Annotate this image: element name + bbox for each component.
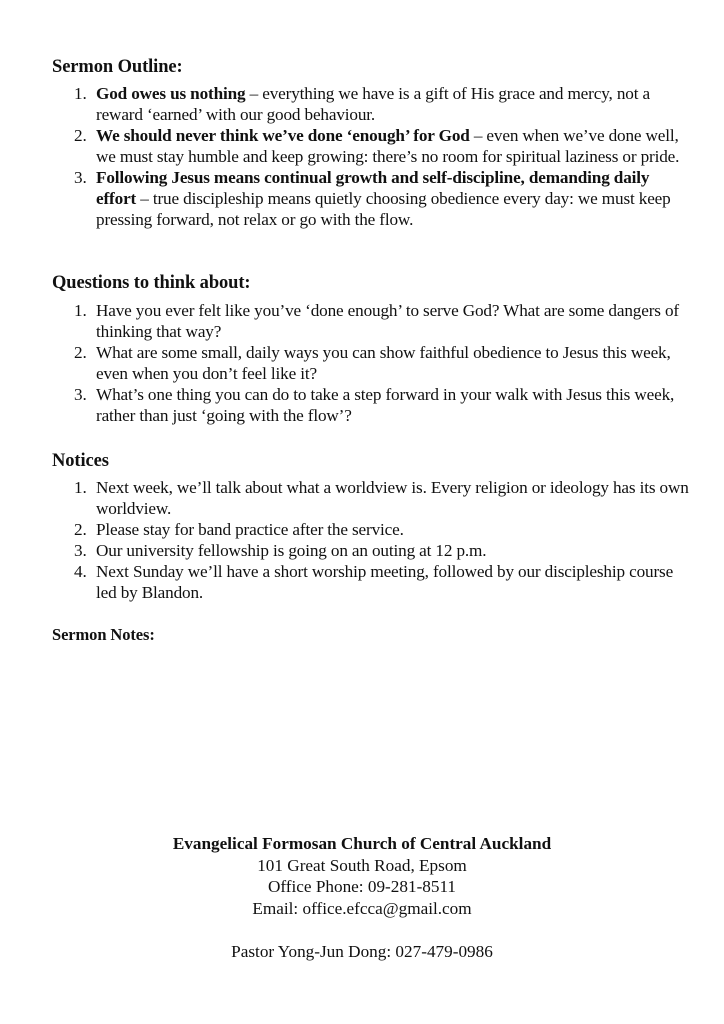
notice-item: [52, 540, 692, 561]
outline-item: [52, 125, 692, 167]
pastor-contact: Pastor Yong-Jun Dong: 027-479-0986: [231, 941, 493, 961]
notice-item: [52, 561, 692, 603]
list-number: 1.: [74, 301, 87, 320]
question-item: [52, 342, 692, 384]
outline-point-text: – true discipleship means quietly choosing obedience every day: we must keep pressing forward, not relax or go with the flow.: [96, 189, 671, 229]
church-name: Evangelical Formosan Church of Central Auckland: [172, 834, 552, 853]
outline-point-text: – even when we’ve done well, we must stay humble and keep growing: there’s no room for spiritual laziness or pride.: [96, 126, 680, 166]
sermon-outline-heading: Sermon Outline:: [52, 57, 183, 77]
notices-heading: Notices: [52, 451, 109, 471]
list-number: 4.: [74, 562, 87, 581]
list-number: 3.: [74, 168, 87, 187]
outline-point-text: – everything we have is a gift of His grace and mercy, not a reward ‘earned’ with our good behaviour.: [96, 84, 650, 124]
church-contact-footer: [0, 833, 724, 962]
notice-item: [52, 477, 692, 519]
questions-heading: Questions to think about:: [52, 273, 251, 293]
question-text: Have you ever felt like you’ve ‘done enough’ to serve God? What are some dangers of thinking that way?: [96, 301, 680, 341]
footer-spacer: [0, 919, 724, 941]
outline-point-title: God owes us nothing: [96, 84, 246, 103]
notice-item: [52, 519, 692, 540]
notices-list: [52, 477, 692, 603]
church-email: Email: office.efcca@gmail.com: [252, 898, 472, 918]
church-address: 101 Great South Road, Epsom: [257, 855, 467, 875]
outline-point-title: Following Jesus means continual growth and self-discipline, demanding daily effort: [96, 168, 650, 208]
notice-text: Next Sunday we’ll have a short worship meeting, followed by our discipleship course led by Blandon.: [96, 562, 674, 602]
list-number: 3.: [74, 541, 87, 560]
question-item: [52, 384, 692, 426]
list-number: 2.: [74, 520, 87, 539]
list-number: 2.: [74, 343, 87, 362]
questions-list: [52, 300, 692, 426]
notice-text: Our university fellowship is going on an outing at 12 p.m.: [96, 541, 487, 560]
question-text: What’s one thing you can do to take a step forward in your walk with Jesus this week, rather than just ‘going with the flow’?: [96, 385, 675, 425]
question-text: What are some small, daily ways you can show faithful obedience to Jesus this week, even when you don’t feel like it?: [96, 343, 671, 383]
sermon-outline-list: [52, 83, 692, 230]
office-phone: Office Phone: 09-281-8511: [267, 877, 457, 896]
sermon-notes-heading: Sermon Notes:: [52, 625, 155, 644]
list-number: 2.: [74, 126, 87, 145]
question-item: [52, 300, 692, 342]
notice-text: Next week, we’ll talk about what a worldview is. Every religion or ideology has its own worldview.: [96, 478, 689, 518]
outline-item: [52, 83, 692, 125]
list-number: 1.: [74, 478, 87, 497]
outline-point-title: We should never think we’ve done ‘enough’ for God: [96, 126, 470, 145]
outline-item: [52, 167, 692, 230]
notice-text: Please stay for band practice after the service.: [96, 520, 404, 539]
list-number: 1.: [74, 84, 87, 103]
list-number: 3.: [74, 385, 87, 404]
